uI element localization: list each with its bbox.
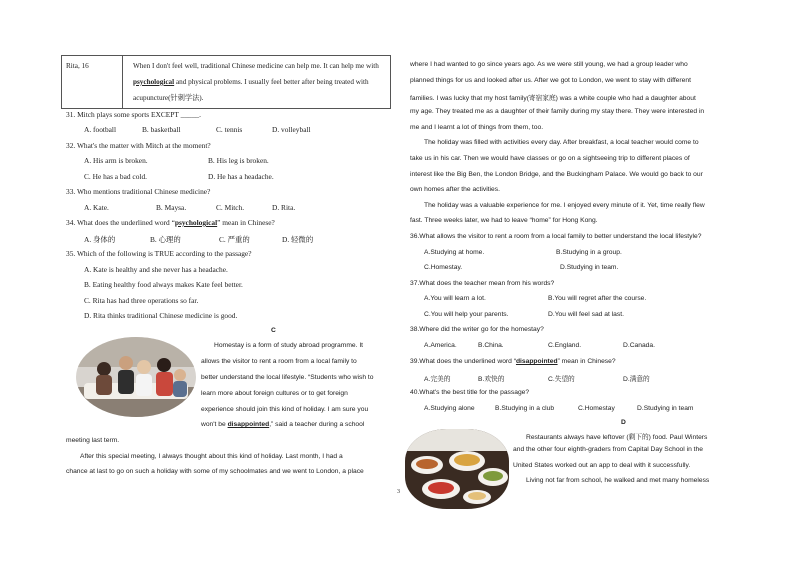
q36-option-a: A.Studying at home. (424, 249, 485, 256)
q32-option-c: C. He has a bad cold. (84, 172, 148, 181)
r-line-11: fast. Three weeks later, we had to leave “home” for Hong Kong. (410, 217, 598, 224)
q39-option-a: A.完美的 (424, 376, 451, 383)
q37-option-a: A.You will learn a lot. (424, 295, 486, 302)
r-line-9: own homes after the activities. (410, 186, 500, 193)
q32-option-a: A. His arm is broken. (84, 156, 148, 165)
rita-name-cell (62, 56, 123, 109)
q32-stem: 32. What's the matter with Mitch at the moment? (66, 141, 211, 150)
q34-option-b: B. 心理的 (150, 235, 181, 244)
q33-option-c: C. Mitch. (216, 203, 245, 212)
q34-option-a: A. 身体的 (84, 235, 116, 244)
homestay-family-photo (76, 337, 196, 417)
q40-option-c: C.Homestay (578, 405, 615, 412)
q36-option-c: C.Homestay. (424, 264, 463, 271)
q33-option-b: B. Maysa. (156, 203, 187, 212)
d-line-4: Living not far from school, he walked and met many homeless (526, 477, 710, 484)
q40-option-b: B.Studying in a club (495, 405, 555, 412)
c-line-2: allows the visitor to rent a room from a local family to (201, 358, 357, 365)
d-line-3: United States worked out an app to deal with it successfully. (513, 462, 691, 469)
section-d-heading: D (621, 419, 626, 426)
q38-option-c: C.England. (548, 342, 582, 349)
q38-option-b: B.China. (478, 342, 504, 349)
q33-stem: 33. Who mentions traditional Chinese medicine? (66, 187, 211, 196)
c-line-7: meeting last term. (66, 437, 120, 444)
q36-option-d: D.Studying in team. (560, 264, 619, 271)
q36-stem: 36.What allows the visitor to rent a room from a local family to better understand the local lifestyle? (410, 233, 702, 240)
q34-stem-2: ” mean in Chinese? (217, 218, 275, 227)
q39-underlined-word: disappointed (515, 358, 558, 365)
r-line-1: where I had wanted to go since years ago. As we were still young, we had a group leader who (410, 61, 688, 68)
q35-option-a: A. Kate is healthy and she never has a headache. (84, 265, 228, 274)
q38-option-a: A.America. (424, 342, 457, 349)
r-line-7: take us in his car. Then we would have classes or go on a sightseeing trip to different places of (410, 155, 690, 162)
c-line-6-a: won't be (201, 421, 228, 428)
c-para2-line-1: After this special meeting, I always thought about this kind of holiday. Last month, I had a (80, 453, 343, 460)
q35-option-d: D. Rita thinks traditional Chinese medicine is good. (84, 311, 238, 320)
q38-stem: 38.Where did the writer go for the homestay? (410, 326, 544, 333)
rita-name: Rita, 16 (66, 62, 89, 70)
rita-text-2: and physical problems. I usually feel better after being treated with acupuncture(针刺学法). (133, 78, 369, 102)
rita-text-cell (123, 56, 391, 109)
q39-stem (410, 358, 616, 365)
r-line-3: families. I was lucky that my host family(寄宿家庭) was a white couple who had a daughter about (410, 95, 696, 102)
q36-option-b: B.Studying in a group. (556, 249, 622, 256)
page-number: 3 (397, 489, 400, 495)
q39-stem-2: ” mean in Chinese? (557, 358, 616, 365)
c-line-6 (201, 421, 364, 428)
q34-stem-1: 34. What does the underlined word “ (66, 218, 175, 227)
q33-option-a: A. Kate. (84, 203, 109, 212)
q39-stem-1: 39.What does the underlined word “ (410, 358, 516, 365)
section-c-heading: C (271, 327, 276, 334)
q35-option-c: C. Rita has had three operations so far. (84, 296, 199, 305)
q31-stem: 31. Mitch plays some sports EXCEPT _____. (66, 110, 201, 119)
q38-option-d: D.Canada. (623, 342, 655, 349)
q37-option-c: C.You will help your parents. (424, 311, 509, 318)
q39-option-c: C.失望的 (548, 376, 575, 383)
q32-option-d: D. He has a headache. (208, 172, 274, 181)
q33-option-d: D. Rita. (272, 203, 296, 212)
rita-text-1: When I don't feel well, traditional Chinese medicine can help me. It can help me with (133, 62, 379, 70)
rita-table (61, 55, 391, 109)
q34-stem (66, 218, 275, 227)
q37-stem: 37.What does the teacher mean from his words? (410, 280, 555, 287)
d-line-2: and the other four eighth-graders from Capital Day School in the (513, 446, 703, 453)
q39-option-b: B.欢快的 (478, 376, 505, 383)
r-line-2: planned things for us and looked after us. After we got to London, we went to stay with different (410, 77, 691, 84)
leftover-food-photo (405, 429, 509, 509)
q39-option-d: D.满意的 (623, 376, 650, 383)
c-line-1: Homestay is a form of study abroad programme. It (214, 342, 364, 349)
r-line-4: my age. They treated me as a daughter of their family during my stay there. They were interested in (410, 108, 705, 115)
q40-option-a: A.Studying alone (424, 405, 475, 412)
q37-option-d: D.You will feel sad at last. (548, 311, 624, 318)
r-line-5: me and I learnt a lot of things from them, too. (410, 124, 544, 131)
q31-option-d: D. volleyball (272, 125, 311, 134)
q35-option-b: B. Eating healthy food always makes Kate feel better. (84, 280, 243, 289)
q35-stem: 35. Which of the following is TRUE according to the passage? (66, 249, 252, 258)
q34-underlined-word: psychological (174, 218, 218, 227)
q37-option-b: B.You will regret after the course. (548, 295, 647, 302)
q34-option-c: C. 严重的 (219, 235, 250, 244)
q34-option-d: D. 轻微的 (282, 235, 314, 244)
c-para2-line-2: chance at last to go on such a holiday with some of my schoolmates and we went to London, a place (66, 468, 364, 475)
rita-underlined-word: psychological (133, 78, 175, 86)
q40-option-d: D.Studying in team (637, 405, 694, 412)
r-line-6: The holiday was filled with activities every day. After breakfast, a local teacher would come to (424, 139, 699, 146)
c-underlined-word: disappointed (227, 421, 270, 428)
r-line-8: interest like the Big Ben, the London Bridge, and the Buckingham Palace. We would go back to our (410, 171, 703, 178)
r-line-10: The holiday was a valuable experience for me. I enjoyed every minute of it. Yet, time really flew (424, 202, 705, 209)
c-line-3: better understand the local lifestyle. “Students who wish to (201, 374, 374, 381)
c-line-4: learn more about foreign cultures or to get foreign (201, 390, 348, 397)
q31-option-b: B. basketball (142, 125, 181, 134)
c-line-5: experience should join this kind of holiday. I am sure you (201, 406, 369, 413)
d-line-1: Restaurants always have leftover (剩下的) food. Paul Winters (526, 434, 708, 441)
c-line-6-b: ,” said a teacher during a school (269, 421, 365, 428)
q31-option-a: A. football (84, 125, 117, 134)
q31-option-c: C. tennis (216, 125, 243, 134)
q40-stem: 40.What's the best title for the passage? (410, 389, 530, 396)
q32-option-b: B. His leg is broken. (208, 156, 269, 165)
